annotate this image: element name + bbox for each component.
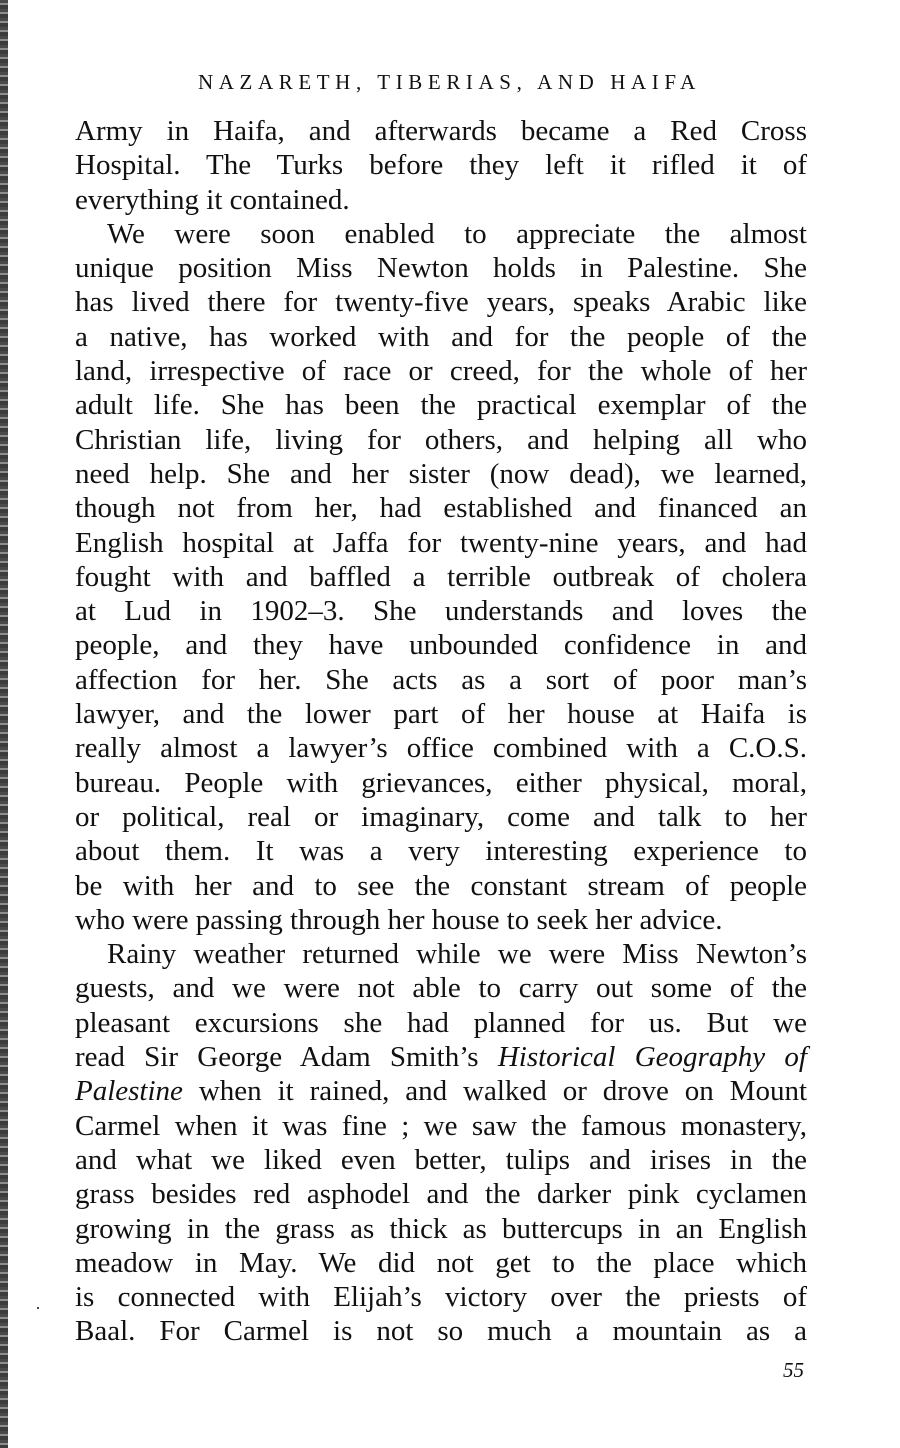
text-line: at Lud in 1902–3. She understands and loves the [75, 595, 807, 628]
paragraph-1 [75, 114, 807, 217]
text-line: English hospital at Jaffa for twenty-nine years, and had [75, 526, 807, 559]
text-line: is connected with Elijah’s victory over the priests of [75, 1281, 807, 1314]
book-title: Historical Geography of [497, 1041, 807, 1074]
text-line: be with her and to see the constant stream of people [75, 869, 807, 902]
text-line: growing in the grass as thick as buttercups in an English [75, 1212, 807, 1245]
text-line: Baal. For Carmel is not so much a mountain as a [75, 1315, 807, 1348]
running-head: NAZARETH, TIBERIAS, AND HAIFA [198, 70, 701, 94]
text-line: We were soon enabled to appreciate the almost [107, 217, 807, 250]
text-line: who were passing through her house to seek her advice. [75, 903, 723, 936]
page-number: 55 [783, 1358, 804, 1382]
text-fragment: read Sir George Adam Smith’s [75, 1041, 498, 1074]
text-line: unique position Miss Newton holds in Palestine. She [75, 252, 807, 285]
text-line: fought with and baffled a terrible outbreak of cholera [75, 560, 807, 593]
text-line: Army in Haifa, and afterwards became a Red Cross [75, 115, 807, 147]
paragraph-2 [75, 217, 807, 937]
text-line: people, and they have unbounded confidence in and [75, 629, 807, 662]
text-line: Carmel when it was fine ; we saw the famous monastery, [75, 1109, 807, 1142]
book-title: Palestine [75, 1075, 183, 1108]
text-line [75, 1074, 807, 1108]
text-line: has lived there for twenty-five years, speaks Arabic like [75, 286, 807, 319]
page-body [75, 114, 807, 1349]
text-fragment: when it rained, and walked or drove on Mount [182, 1075, 807, 1108]
text-line: need help. She and her sister (now dead), we learned, [75, 457, 807, 490]
text-line: grass besides red asphodel and the darker pink cyclamen [75, 1178, 807, 1211]
text-line: lawyer, and the lower part of her house at Haifa is [75, 698, 807, 731]
text-line: or political, real or imaginary, come and talk to her [75, 800, 807, 833]
text-line: guests, and we were not able to carry out some of the [75, 972, 807, 1005]
scanned-page-edge [0, 0, 8, 1448]
text-line: about them. It was a very interesting experience to [75, 835, 807, 868]
text-line: a native, has worked with and for the people of the [75, 320, 807, 353]
paragraph-3 [75, 937, 807, 1349]
text-line: land, irrespective of race or creed, for the whole of her [75, 355, 807, 388]
text-line: meadow in May. We did not get to the place which [75, 1246, 807, 1279]
text-line: adult life. She has been the practical exemplar of the [75, 389, 807, 422]
text-line: Rainy weather returned while we were Miss Newton’s [107, 938, 807, 971]
text-line: and what we liked even better, tulips and irises in the [75, 1143, 807, 1176]
text-line: bureau. People with grievances, either physical, moral, [75, 766, 807, 799]
text-line: really almost a lawyer’s office combined with a C.O.S. [75, 732, 807, 765]
text-line: everything it contained. [75, 183, 350, 216]
text-line: though not from her, had established and financed an [75, 492, 807, 525]
text-line: Hospital. The Turks before they left it rifled it of [75, 149, 807, 182]
text-line: affection for her. She acts as a sort of poor man’s [75, 663, 807, 696]
text-line [75, 1040, 807, 1074]
print-speck [37, 1307, 39, 1309]
text-line: Christian life, living for others, and helping all who [75, 423, 807, 456]
text-line: pleasant excursions she had planned for us. But we [75, 1006, 807, 1039]
